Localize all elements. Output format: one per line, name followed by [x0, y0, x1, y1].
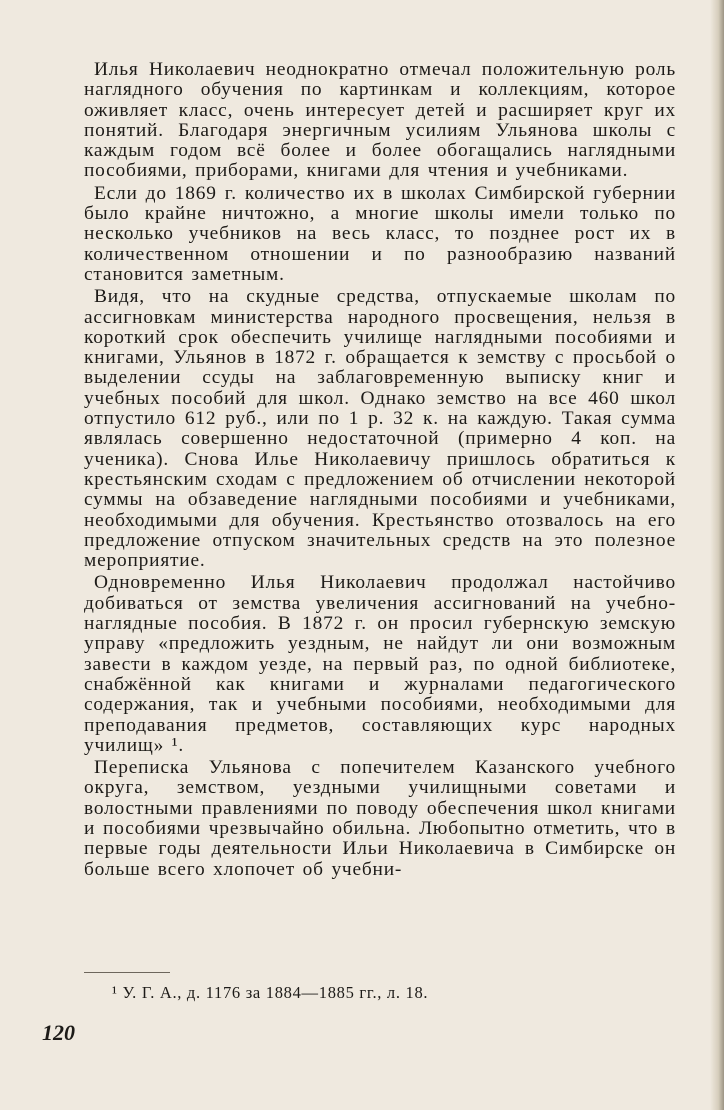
- paragraph-3: Видя, что на скудные средства, отпускаемые школам по ассигновкам министерства народного просвещения, нельзя в короткий срок обеспечить училище наглядными пособиями и книгами, Ульянов в 1872 г. обращается к земству с просьбой о выделении ссуды на заблаговременную выписку книг и учебных пособий для школ. Однако земство на все 460 школ отпустило 612 руб., или по 1 р. 32 к. на каждую. Такая сумма являлась совершенно недостаточной (примерно 4 коп. на ученика). Снова Илье Николаевичу пришлось обратиться к крестьянским сходам с предложением об отчислении некоторой суммы на обзаведение наглядными пособиями и учебниками, необходимыми для обучения. Крестьянство отозвалось на его предложение отпуском значительных средств на это полезное мероприятие.: [84, 286, 676, 572]
- page-edge-shadow: [710, 0, 724, 1110]
- main-text: [84, 60, 676, 882]
- paragraph-1: Илья Николаевич неоднократно отмечал положительную роль наглядного обучения по картинкам и коллекциям, которое оживляет класс, очень интересует детей и расширяет круг их понятий. Благодаря энергичным усилиям Ульянова школы с каждым годом всё более и более обогащались наглядными пособиями, приборами, книгами для чтения и учебниками.: [84, 59, 676, 182]
- paragraph-4: Одновременно Илья Николаевич продолжал настойчиво добиваться от земства увеличения ассигнований на учебно-наглядные пособия. В 1872 г. он просил губернскую земскую управу «предложить уездным, не найдут ли они возможным завести в каждом уезде, на первый раз, по одной библиотеке, снабжённой как книгами и журналами педагогического содержания, так и учебными пособиями, необходимыми для преподавания предметов, составляющих курс народных училищ» ¹.: [84, 572, 676, 756]
- page-number: 120: [42, 1020, 75, 1045]
- footnote-divider: [84, 972, 170, 973]
- paragraph-2: Если до 1869 г. количество их в школах Симбирской губернии было крайне ничтожно, а многие школы имели только по несколько учебников на весь класс, то позднее рост их в количественном отношении и по разнообразию названий становится заметным.: [84, 182, 676, 285]
- footnote: ¹ У. Г. А., д. 1176 за 1884—1885 гг., л. 18.: [112, 983, 429, 1002]
- paragraph-5: Переписка Ульянова с попечителем Казанского учебного округа, земством, уездными училищными советами и волостными правлениями по поводу обеспечения школ книгами и пособиями чрезвычайно обильна. Любопытно отметить, что в первые годы деятельности Ильи Николаевича в Симбирске он больше всего хлопочет об учебни-: [84, 757, 676, 880]
